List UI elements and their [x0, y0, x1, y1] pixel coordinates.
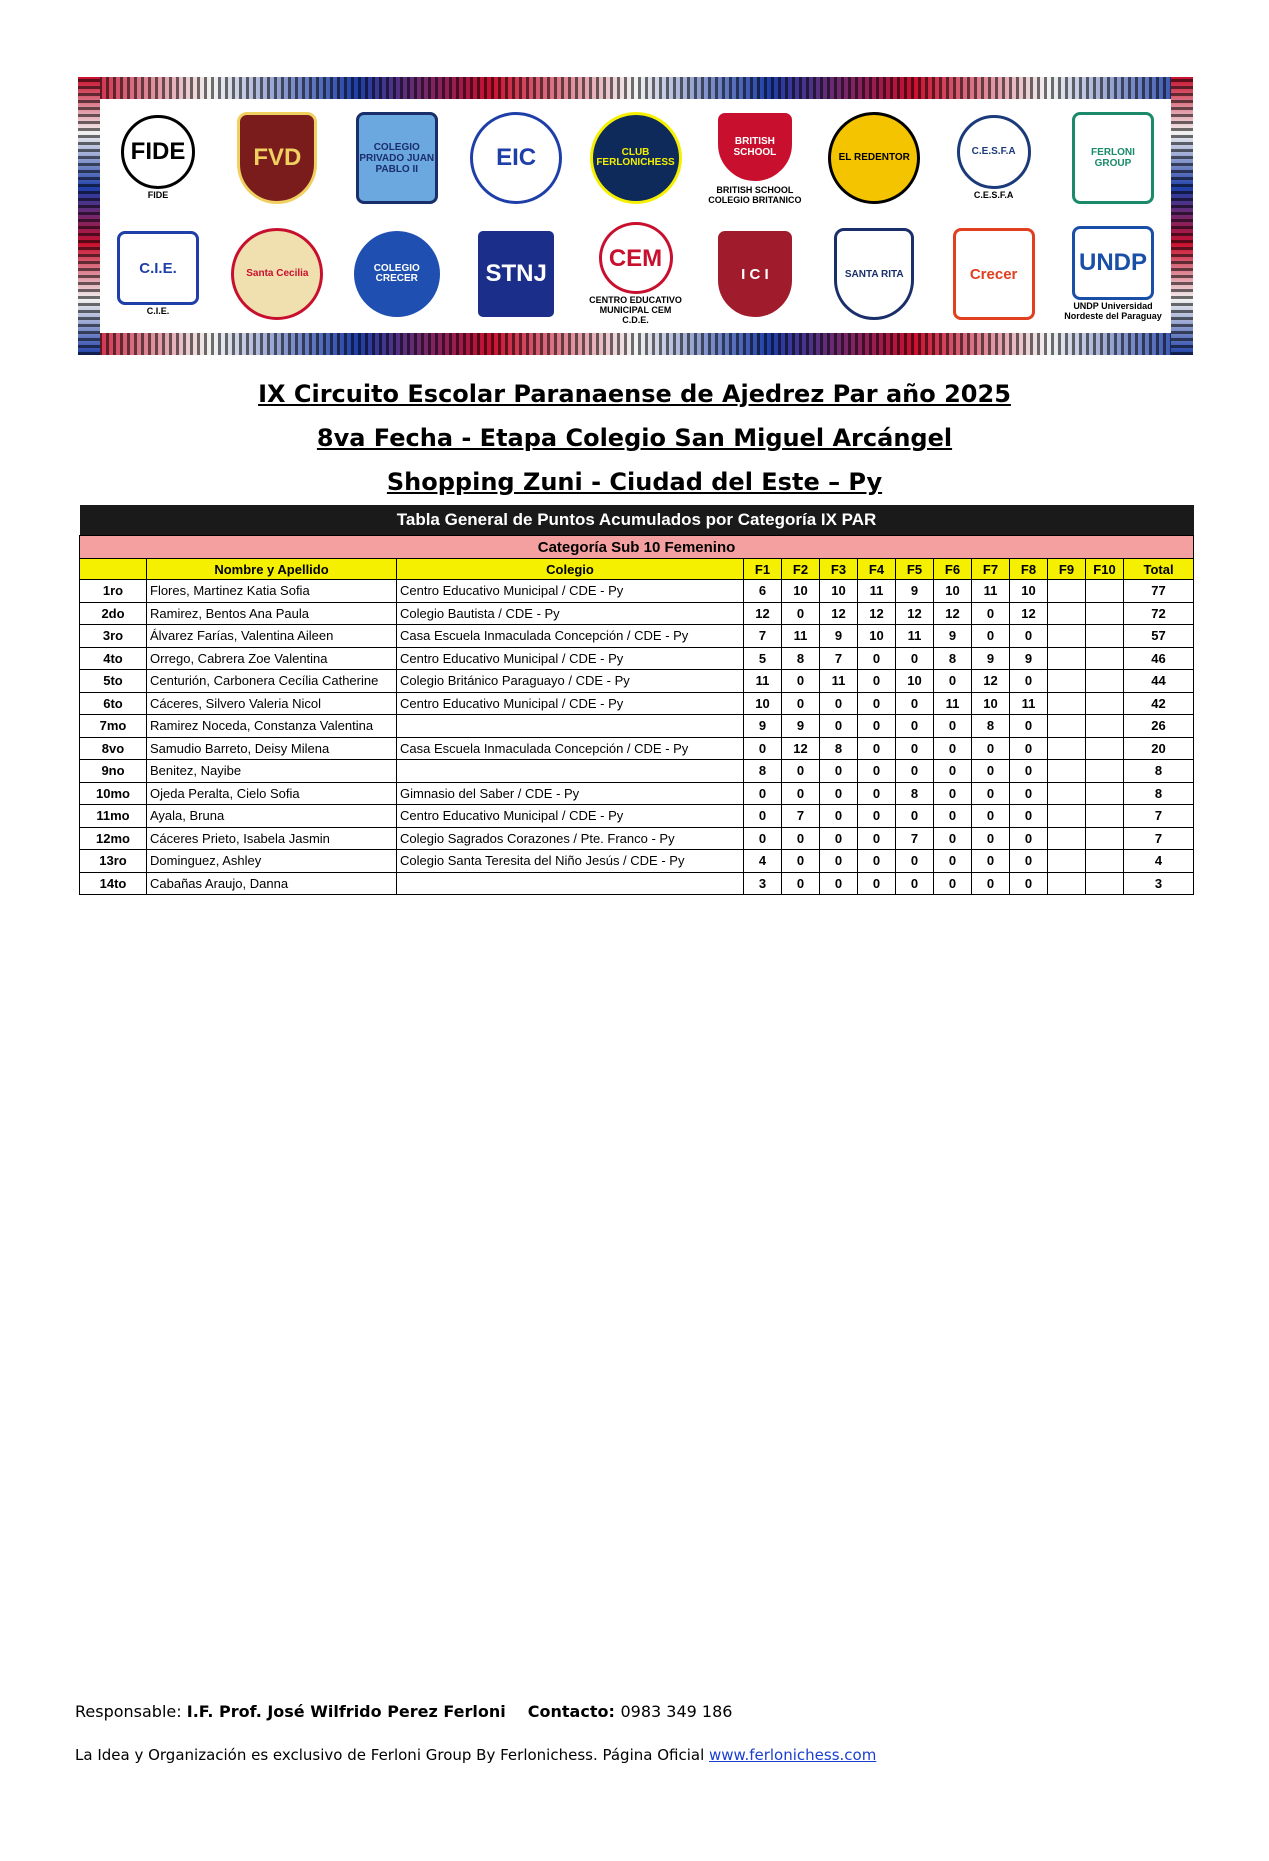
- f2-score-cell: 0: [782, 782, 820, 805]
- contact-label: Contacto:: [527, 1702, 621, 1721]
- escuela-inmaculada-logo: [466, 106, 566, 210]
- position-cell: 4to: [80, 647, 147, 670]
- player-name-cell: Ojeda Peralta, Cielo Sofia: [147, 782, 397, 805]
- footer: [75, 1702, 876, 1764]
- banner-border-bottom: [78, 333, 1193, 355]
- responsable-name: I.F. Prof. José Wilfrido Perez Ferloni: [186, 1702, 506, 1721]
- player-name-cell: Centurión, Carbonera Cecília Catherine: [147, 670, 397, 693]
- british-caption: BRITISH SCHOOL COLEGIO BRITANICO: [708, 185, 802, 205]
- position-cell: 2do: [80, 602, 147, 625]
- british-school-logo: [705, 106, 805, 210]
- column-header-total: Total: [1124, 559, 1194, 580]
- position-cell: 9no: [80, 760, 147, 783]
- column-header-f5: F5: [896, 559, 934, 580]
- player-name-cell: Ramirez Noceda, Constanza Valentina: [147, 715, 397, 738]
- f6-score-cell: 0: [934, 782, 972, 805]
- f8-score-cell: 12: [1010, 602, 1048, 625]
- f8-score-cell: 0: [1010, 670, 1048, 693]
- f4-score-cell: 0: [858, 850, 896, 873]
- crecer-integral-logo: [944, 222, 1044, 326]
- f2-score-cell: 0: [782, 827, 820, 850]
- player-name-cell: Ramirez, Bentos Ana Paula: [147, 602, 397, 625]
- f2-score-cell: 11: [782, 625, 820, 648]
- f1-score-cell: 8: [744, 760, 782, 783]
- f7-score-cell: 11: [972, 580, 1010, 603]
- column-header-f2: F2: [782, 559, 820, 580]
- f6-score-cell: 0: [934, 715, 972, 738]
- el-redentor-logo: [824, 106, 924, 210]
- column-header-f8: F8: [1010, 559, 1048, 580]
- total-score-cell: 26: [1124, 715, 1194, 738]
- colegio-stnj-logo: [466, 222, 566, 326]
- f10-score-cell: [1086, 647, 1124, 670]
- f4-score-cell: 10: [858, 625, 896, 648]
- f1-score-cell: 10: [744, 692, 782, 715]
- column-header-f4: F4: [858, 559, 896, 580]
- column-header-position: [80, 559, 147, 580]
- f5-score-cell: 0: [896, 760, 934, 783]
- total-score-cell: 77: [1124, 580, 1194, 603]
- cie-logo: [108, 222, 208, 326]
- total-score-cell: 8: [1124, 760, 1194, 783]
- f9-score-cell: [1048, 692, 1086, 715]
- document-titles: [0, 372, 1269, 504]
- f2-score-cell: 0: [782, 670, 820, 693]
- f7-score-cell: 0: [972, 850, 1010, 873]
- f5-score-cell: 12: [896, 602, 934, 625]
- contact-phone: 0983 349 186: [620, 1702, 733, 1721]
- total-score-cell: 72: [1124, 602, 1194, 625]
- player-name-cell: Cabañas Araujo, Danna: [147, 872, 397, 895]
- f10-score-cell: [1086, 715, 1124, 738]
- table-row: [80, 580, 1194, 603]
- cem-emblem: CEM: [599, 222, 673, 294]
- f8-score-cell: 0: [1010, 782, 1048, 805]
- f8-score-cell: 10: [1010, 580, 1048, 603]
- school-cell: Centro Educativo Municipal / CDE - Py: [397, 692, 744, 715]
- school-cell: Casa Escuela Inmaculada Concepción / CDE - Py: [397, 625, 744, 648]
- total-score-cell: 46: [1124, 647, 1194, 670]
- total-score-cell: 8: [1124, 782, 1194, 805]
- cesfa-logo: [944, 106, 1044, 210]
- table-body: [80, 580, 1194, 895]
- f2-score-cell: 0: [782, 850, 820, 873]
- colegio-crecer-emblem: COLEGIO CRECER: [351, 228, 443, 320]
- f4-score-cell: 0: [858, 827, 896, 850]
- f6-score-cell: 12: [934, 602, 972, 625]
- title-line-3: Shopping Zuni - Ciudad del Este – Py: [386, 468, 883, 496]
- f3-score-cell: 0: [820, 715, 858, 738]
- table-row: [80, 602, 1194, 625]
- table-title: Tabla General de Puntos Acumulados por Categoría IX PAR: [80, 505, 1194, 536]
- ici-logo: [705, 222, 805, 326]
- f9-score-cell: [1048, 625, 1086, 648]
- f6-score-cell: 9: [934, 625, 972, 648]
- f2-score-cell: 7: [782, 805, 820, 828]
- f8-score-cell: 11: [1010, 692, 1048, 715]
- position-cell: 11mo: [80, 805, 147, 828]
- f8-score-cell: 0: [1010, 625, 1048, 648]
- f6-score-cell: 0: [934, 805, 972, 828]
- total-score-cell: 7: [1124, 827, 1194, 850]
- table-row: [80, 805, 1194, 828]
- f9-score-cell: [1048, 872, 1086, 895]
- table-row: [80, 647, 1194, 670]
- f1-score-cell: 7: [744, 625, 782, 648]
- position-cell: 14to: [80, 872, 147, 895]
- f2-score-cell: 10: [782, 580, 820, 603]
- f10-score-cell: [1086, 580, 1124, 603]
- school-cell: Centro Educativo Municipal / CDE - Py: [397, 580, 744, 603]
- player-name-cell: Benitez, Nayibe: [147, 760, 397, 783]
- logo-row-top: [108, 103, 1163, 213]
- column-header-f3: F3: [820, 559, 858, 580]
- f9-score-cell: [1048, 760, 1086, 783]
- standings-table: [79, 505, 1194, 895]
- colegio-stnj-emblem: STNJ: [475, 228, 557, 320]
- british-school-emblem: BRITISH SCHOOL: [715, 110, 795, 184]
- f2-score-cell: 0: [782, 760, 820, 783]
- santa-cecilia-logo: [227, 222, 327, 326]
- f10-score-cell: [1086, 872, 1124, 895]
- f7-score-cell: 0: [972, 625, 1010, 648]
- f1-score-cell: 0: [744, 827, 782, 850]
- total-score-cell: 3: [1124, 872, 1194, 895]
- f3-score-cell: 0: [820, 827, 858, 850]
- colegio-juan-pablo-emblem: COLEGIO PRIVADO JUAN PABLO II: [356, 112, 438, 204]
- table-row: [80, 670, 1194, 693]
- school-cell: Centro Educativo Municipal / CDE - Py: [397, 805, 744, 828]
- column-header-nombre-y-apellido: Nombre y Apellido: [147, 559, 397, 580]
- f6-score-cell: 10: [934, 580, 972, 603]
- f3-score-cell: 0: [820, 782, 858, 805]
- banner-border-right: [1171, 77, 1193, 355]
- fide-emblem: FIDE: [121, 115, 195, 189]
- f2-score-cell: 8: [782, 647, 820, 670]
- f5-score-cell: 0: [896, 805, 934, 828]
- f5-score-cell: 0: [896, 715, 934, 738]
- f8-score-cell: 9: [1010, 647, 1048, 670]
- fide-caption: FIDE: [147, 190, 169, 201]
- column-header-f7: F7: [972, 559, 1010, 580]
- crecer-integral-emblem: Crecer: [953, 228, 1035, 320]
- title-line-1: IX Circuito Escolar Paranaense de Ajedrez Par año 2025: [258, 380, 1011, 408]
- f3-score-cell: 8: [820, 737, 858, 760]
- f9-score-cell: [1048, 737, 1086, 760]
- school-cell: Colegio Sagrados Corazones / Pte. Franco - Py: [397, 827, 744, 850]
- table-row: [80, 850, 1194, 873]
- f5-score-cell: 0: [896, 872, 934, 895]
- undp-logo: [1063, 222, 1163, 326]
- f7-score-cell: 9: [972, 647, 1010, 670]
- player-name-cell: Flores, Martinez Katia Sofia: [147, 580, 397, 603]
- column-header-f1: F1: [744, 559, 782, 580]
- position-cell: 12mo: [80, 827, 147, 850]
- total-score-cell: 42: [1124, 692, 1194, 715]
- total-score-cell: 4: [1124, 850, 1194, 873]
- f9-score-cell: [1048, 580, 1086, 603]
- player-name-cell: Orrego, Cabrera Zoe Valentina: [147, 647, 397, 670]
- f1-score-cell: 3: [744, 872, 782, 895]
- fvd-emblem: FVD: [237, 112, 317, 204]
- f6-score-cell: 0: [934, 850, 972, 873]
- f1-score-cell: 5: [744, 647, 782, 670]
- position-cell: 3ro: [80, 625, 147, 648]
- f4-score-cell: 0: [858, 692, 896, 715]
- category-title: Categoría Sub 10 Femenino: [80, 536, 1194, 559]
- player-name-cell: Ayala, Bruna: [147, 805, 397, 828]
- f1-score-cell: 11: [744, 670, 782, 693]
- f1-score-cell: 0: [744, 805, 782, 828]
- f8-score-cell: 0: [1010, 872, 1048, 895]
- footer-organization-line: [75, 1746, 876, 1764]
- banner-border-left: [78, 77, 100, 355]
- f9-score-cell: [1048, 782, 1086, 805]
- santa-cecilia-emblem: Santa Cecilia: [231, 228, 323, 320]
- f9-score-cell: [1048, 850, 1086, 873]
- f5-score-cell: 0: [896, 692, 934, 715]
- colegio-crecer-logo: [347, 222, 447, 326]
- f6-score-cell: 0: [934, 827, 972, 850]
- ferloni-group-emblem: FERLONI GROUP: [1072, 112, 1154, 204]
- f10-score-cell: [1086, 782, 1124, 805]
- f7-score-cell: 12: [972, 670, 1010, 693]
- f3-score-cell: 0: [820, 850, 858, 873]
- f10-score-cell: [1086, 625, 1124, 648]
- f3-score-cell: 12: [820, 602, 858, 625]
- f2-score-cell: 0: [782, 692, 820, 715]
- school-cell: Colegio Bautista / CDE - Py: [397, 602, 744, 625]
- title-line-2: 8va Fecha - Etapa Colegio San Miguel Arcángel: [316, 424, 953, 452]
- f9-score-cell: [1048, 647, 1086, 670]
- f1-score-cell: 12: [744, 602, 782, 625]
- table-header-row: [80, 559, 1194, 580]
- f10-score-cell: [1086, 827, 1124, 850]
- f10-score-cell: [1086, 670, 1124, 693]
- school-cell: [397, 715, 744, 738]
- f7-score-cell: 0: [972, 782, 1010, 805]
- f1-score-cell: 9: [744, 715, 782, 738]
- f5-score-cell: 8: [896, 782, 934, 805]
- colegio-santa-rita-emblem: SANTA RITA: [834, 228, 914, 320]
- f7-score-cell: 10: [972, 692, 1010, 715]
- f8-score-cell: 0: [1010, 737, 1048, 760]
- club-ferlonichess-emblem: CLUB FERLONICHESS: [590, 112, 682, 204]
- school-cell: Colegio Británico Paraguayo / CDE - Py: [397, 670, 744, 693]
- f5-score-cell: 9: [896, 580, 934, 603]
- fvd-logo: [227, 106, 327, 210]
- column-header-f9: F9: [1048, 559, 1086, 580]
- position-cell: 13ro: [80, 850, 147, 873]
- table-row: [80, 827, 1194, 850]
- f10-score-cell: [1086, 602, 1124, 625]
- f7-score-cell: 0: [972, 760, 1010, 783]
- player-name-cell: Cáceres, Silvero Valeria Nicol: [147, 692, 397, 715]
- f1-score-cell: 0: [744, 737, 782, 760]
- f7-score-cell: 0: [972, 872, 1010, 895]
- f4-score-cell: 0: [858, 737, 896, 760]
- f3-score-cell: 0: [820, 805, 858, 828]
- f8-score-cell: 0: [1010, 760, 1048, 783]
- f8-score-cell: 0: [1010, 850, 1048, 873]
- f2-score-cell: 12: [782, 737, 820, 760]
- f6-score-cell: 8: [934, 647, 972, 670]
- player-name-cell: Dominguez, Ashley: [147, 850, 397, 873]
- f3-score-cell: 10: [820, 580, 858, 603]
- f6-score-cell: 0: [934, 737, 972, 760]
- table-row: [80, 782, 1194, 805]
- player-name-cell: Álvarez Farías, Valentina Aileen: [147, 625, 397, 648]
- footer-responsable-line: [75, 1702, 876, 1732]
- column-header-colegio: Colegio: [397, 559, 744, 580]
- official-website-link[interactable]: www.ferlonichess.com: [709, 1746, 877, 1764]
- f5-score-cell: 10: [896, 670, 934, 693]
- table-row: [80, 872, 1194, 895]
- total-score-cell: 44: [1124, 670, 1194, 693]
- school-cell: [397, 872, 744, 895]
- f9-score-cell: [1048, 715, 1086, 738]
- f10-score-cell: [1086, 737, 1124, 760]
- f5-score-cell: 7: [896, 827, 934, 850]
- f9-score-cell: [1048, 827, 1086, 850]
- f4-score-cell: 0: [858, 670, 896, 693]
- table-row: [80, 692, 1194, 715]
- f7-score-cell: 0: [972, 737, 1010, 760]
- f7-score-cell: 0: [972, 602, 1010, 625]
- f10-score-cell: [1086, 850, 1124, 873]
- f9-score-cell: [1048, 602, 1086, 625]
- organization-text: La Idea y Organización es exclusivo de Ferloni Group By Ferlonichess. Página Oficial: [75, 1746, 710, 1764]
- f9-score-cell: [1048, 805, 1086, 828]
- f8-score-cell: 0: [1010, 827, 1048, 850]
- f2-score-cell: 0: [782, 872, 820, 895]
- total-score-cell: 57: [1124, 625, 1194, 648]
- f9-score-cell: [1048, 670, 1086, 693]
- f7-score-cell: 0: [972, 805, 1010, 828]
- f3-score-cell: 0: [820, 692, 858, 715]
- undp-emblem: UNDP: [1072, 226, 1154, 300]
- f4-score-cell: 0: [858, 805, 896, 828]
- player-name-cell: Samudio Barreto, Deisy Milena: [147, 737, 397, 760]
- column-header-f10: F10: [1086, 559, 1124, 580]
- cesfa-caption: C.E.S.F.A: [973, 190, 1014, 201]
- f2-score-cell: 9: [782, 715, 820, 738]
- position-cell: 5to: [80, 670, 147, 693]
- position-cell: 10mo: [80, 782, 147, 805]
- ici-emblem: I C I: [715, 228, 795, 320]
- f5-score-cell: 11: [896, 625, 934, 648]
- table-row: [80, 760, 1194, 783]
- table-row: [80, 737, 1194, 760]
- f1-score-cell: 0: [744, 782, 782, 805]
- f10-score-cell: [1086, 760, 1124, 783]
- f4-score-cell: 0: [858, 782, 896, 805]
- logo-row-bottom: [108, 219, 1163, 329]
- f4-score-cell: 0: [858, 647, 896, 670]
- f4-score-cell: 0: [858, 760, 896, 783]
- position-cell: 6to: [80, 692, 147, 715]
- colegio-santa-rita-logo: [824, 222, 924, 326]
- cem-caption: CENTRO EDUCATIVO MUNICIPAL CEM C.D.E.: [589, 295, 682, 326]
- f5-score-cell: 0: [896, 850, 934, 873]
- colegio-juan-pablo-logo: [347, 106, 447, 210]
- f1-score-cell: 6: [744, 580, 782, 603]
- f10-score-cell: [1086, 692, 1124, 715]
- el-redentor-emblem: EL REDENTOR: [828, 112, 920, 204]
- f6-score-cell: 11: [934, 692, 972, 715]
- f8-score-cell: 0: [1010, 805, 1048, 828]
- f4-score-cell: 11: [858, 580, 896, 603]
- f10-score-cell: [1086, 805, 1124, 828]
- total-score-cell: 20: [1124, 737, 1194, 760]
- f7-score-cell: 0: [972, 827, 1010, 850]
- column-header-f6: F6: [934, 559, 972, 580]
- f8-score-cell: 0: [1010, 715, 1048, 738]
- f3-score-cell: 11: [820, 670, 858, 693]
- cie-emblem: C.I.E.: [117, 231, 199, 305]
- logo-banner: [78, 77, 1193, 355]
- undp-caption: UNDP Universidad Nordeste del Paraguay: [1064, 301, 1162, 321]
- f1-score-cell: 4: [744, 850, 782, 873]
- f4-score-cell: 0: [858, 872, 896, 895]
- f5-score-cell: 0: [896, 737, 934, 760]
- player-name-cell: Cáceres Prieto, Isabela Jasmin: [147, 827, 397, 850]
- school-cell: Casa Escuela Inmaculada Concepción / CDE - Py: [397, 737, 744, 760]
- f3-score-cell: 0: [820, 760, 858, 783]
- club-ferlonichess-logo: [586, 106, 686, 210]
- f6-score-cell: 0: [934, 872, 972, 895]
- position-cell: 7mo: [80, 715, 147, 738]
- banner-border-top: [78, 77, 1193, 99]
- cem-logo: [586, 222, 686, 326]
- responsable-label: Responsable:: [75, 1702, 187, 1721]
- f2-score-cell: 0: [782, 602, 820, 625]
- school-cell: Gimnasio del Saber / CDE - Py: [397, 782, 744, 805]
- f5-score-cell: 0: [896, 647, 934, 670]
- school-cell: Centro Educativo Municipal / CDE - Py: [397, 647, 744, 670]
- f3-score-cell: 7: [820, 647, 858, 670]
- escuela-inmaculada-emblem: EIC: [470, 112, 562, 204]
- f3-score-cell: 9: [820, 625, 858, 648]
- position-cell: 1ro: [80, 580, 147, 603]
- f7-score-cell: 8: [972, 715, 1010, 738]
- cie-caption: C.I.E.: [146, 306, 170, 317]
- total-score-cell: 7: [1124, 805, 1194, 828]
- school-cell: [397, 760, 744, 783]
- ferloni-group-logo: [1063, 106, 1163, 210]
- standings-table-container: [79, 505, 1193, 895]
- table-row: [80, 625, 1194, 648]
- f4-score-cell: 12: [858, 602, 896, 625]
- cesfa-emblem: C.E.S.F.A: [957, 115, 1031, 189]
- position-cell: 8vo: [80, 737, 147, 760]
- fide-logo: [108, 106, 208, 210]
- f6-score-cell: 0: [934, 670, 972, 693]
- table-row: [80, 715, 1194, 738]
- school-cell: Colegio Santa Teresita del Niño Jesús / CDE - Py: [397, 850, 744, 873]
- f3-score-cell: 0: [820, 872, 858, 895]
- f4-score-cell: 0: [858, 715, 896, 738]
- f6-score-cell: 0: [934, 760, 972, 783]
